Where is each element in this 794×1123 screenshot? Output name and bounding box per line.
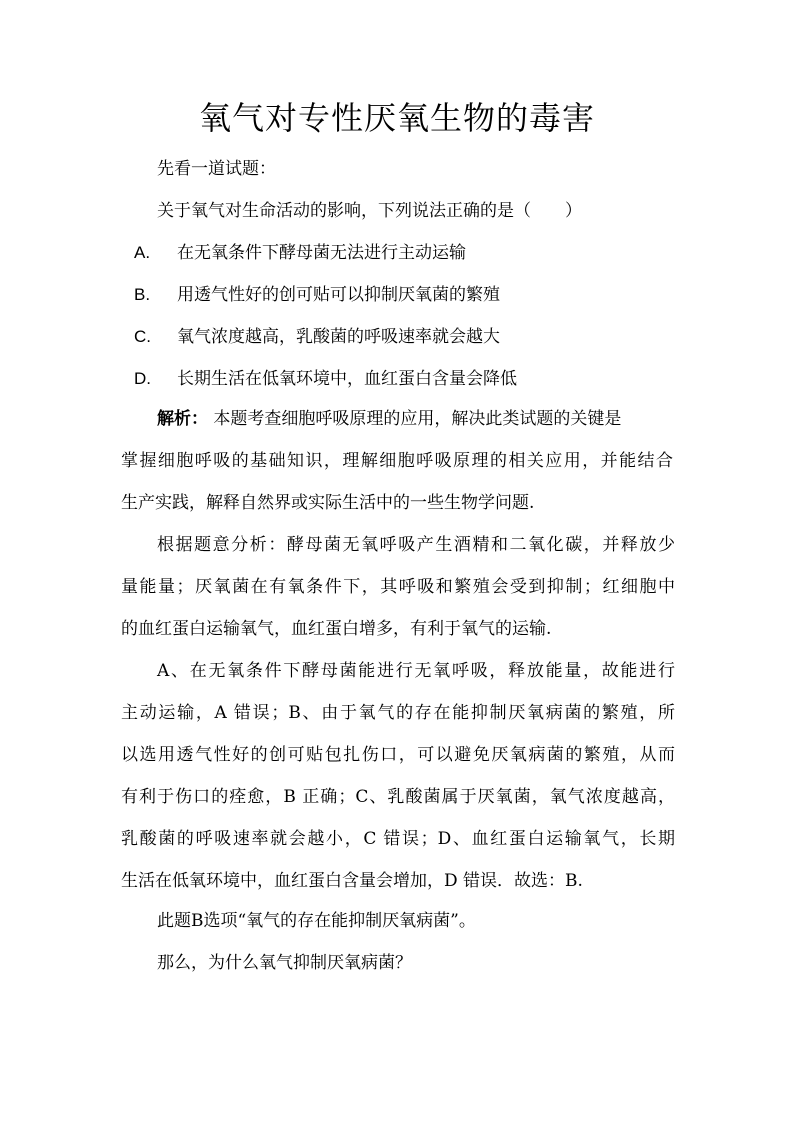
analysis-p3-line-3: 以选用透气性好的创可贴包扎伤口，可以避免厌氧病菌的繁殖，从而 [121, 745, 675, 765]
question-text: 关于氧气对生命活动的影响，下列说法正确的是（ ） [157, 201, 582, 221]
analysis-p1-line-3: 生产实践，解释自然界或实际生活中的一些生物学问题. [121, 493, 535, 513]
analysis-label: 解析： [157, 409, 208, 429]
analysis-p3-line-4: 有利于伤口的痊愈，B 正确；C、乳酸菌属于厌氧菌，氧气浓度越高， [121, 787, 675, 807]
intro-text: 先看一道试题： [157, 159, 276, 179]
option-a-letter: A. [134, 243, 151, 262]
analysis-p2-line-2: 量能量；厌氧菌在有氧条件下，其呼吸和繁殖会受到抑制；红细胞中 [121, 577, 675, 597]
analysis-p2-line-3: 的血红蛋白运输氧气，血红蛋白增多，有利于氧气的运输. [121, 619, 552, 639]
analysis-first-line [157, 406, 667, 432]
document-title: 氧气对专性厌氧生物的毒害 [198, 99, 595, 137]
analysis-p3-line-6: 生活在低氧环境中，血红蛋白含量会增加，D 错误．故选：B. [121, 871, 583, 891]
analysis-p1-line-2: 掌握细胞呼吸的基础知识，理解细胞呼吸原理的相关应用，并能结合 [121, 451, 673, 471]
option-a-text: 在无氧条件下酵母菌无法进行主动运输 [177, 243, 466, 263]
note-text: 此题B选项“氧气的存在能抑制厌氧病菌”。 [157, 911, 476, 931]
option-b-letter: B. [134, 285, 151, 304]
option-b-text: 用透气性好的创可贴可以抑制厌氧菌的繁殖 [177, 285, 500, 305]
analysis-p1-line-1: 本题考查细胞呼吸原理的应用，解决此类试题的关键是 [213, 409, 622, 429]
option-d-letter: D. [134, 369, 151, 388]
closing-question: 那么，为什么氧气抑制厌氧病菌？ [157, 953, 412, 973]
option-c-letter: C. [134, 327, 151, 346]
analysis-p3-line-2: 主动运输，A 错误；B、由于氧气的存在能抑制厌氧病菌的繁殖，所 [121, 703, 675, 723]
option-d-text: 长期生活在低氧环境中，血红蛋白含量会降低 [177, 369, 517, 389]
analysis-p3-line-5: 乳酸菌的呼吸速率就会越小，C 错误；D、血红蛋白运输氧气，长期 [121, 829, 675, 849]
analysis-p2-line-1: 根据题意分析：酵母菌无氧呼吸产生酒精和二氧化碳，并释放少 [157, 535, 675, 555]
option-c-text: 氧气浓度越高，乳酸菌的呼吸速率就会越大 [177, 327, 500, 347]
analysis-p3-line-1: A、在无氧条件下酵母菌能进行无氧呼吸，释放能量，故能进行 [157, 661, 675, 681]
